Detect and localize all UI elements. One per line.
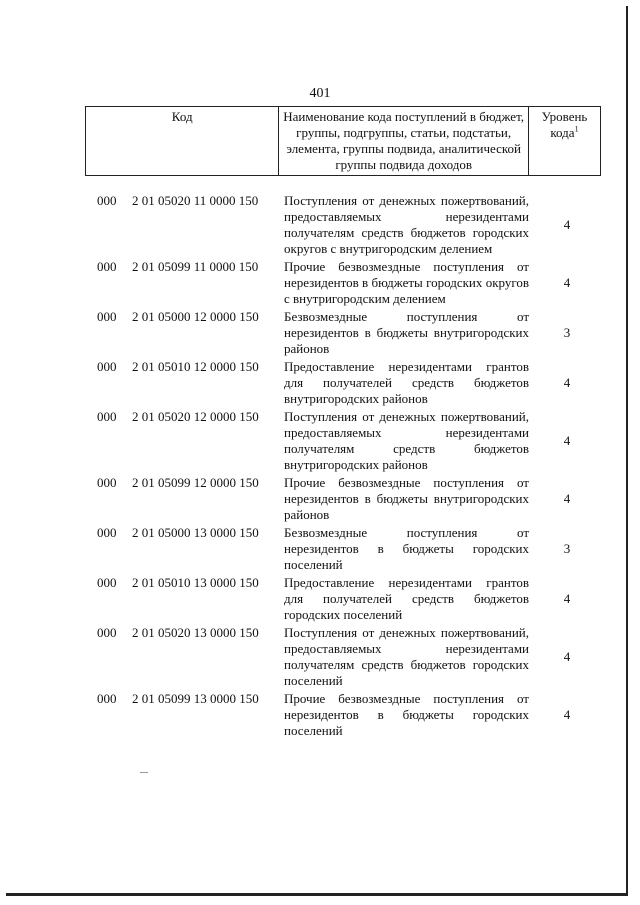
- footnote-marker: 1: [574, 124, 579, 134]
- table-row: [0, 691, 640, 739]
- header-level: [528, 107, 600, 176]
- revenue-code: 2 01 05010 12 0000 150: [132, 359, 259, 374]
- table-row: [0, 525, 640, 573]
- revenue-code: 2 01 05000 12 0000 150: [132, 309, 259, 324]
- revenue-name: Поступления от денежных пожертвований, предоставляемых нерезидентами получателям средств бюджетов городских поселений: [284, 625, 529, 688]
- admin-code: 000: [97, 193, 117, 208]
- revenue-name: Прочие безвозмездные поступления от нерезидентов в бюджеты внутригородских районов: [284, 475, 529, 522]
- revenue-name: Поступления от денежных пожертвований, предоставляемых нерезидентами получателям средств бюджетов городских округов с внутригородским делением: [284, 193, 529, 256]
- admin-code: 000: [97, 309, 117, 324]
- header-code-label: Код: [171, 109, 193, 124]
- revenue-name: Безвозмездные поступления от нерезидентов в бюджеты внутригородских районов: [284, 309, 529, 356]
- scan-mark: [140, 772, 148, 773]
- revenue-code: 2 01 05020 12 0000 150: [132, 409, 259, 424]
- code-level: 4: [563, 275, 571, 290]
- admin-code: 000: [97, 625, 117, 640]
- table-row: [0, 193, 640, 257]
- revenue-code: 2 01 05099 11 0000 150: [132, 259, 259, 274]
- admin-code: 000: [97, 409, 117, 424]
- code-level: 4: [563, 433, 571, 448]
- header-name: [279, 107, 529, 176]
- revenue-name: Предоставление нерезидентами грантов для получателей средств бюджетов внутригородских районов: [284, 359, 529, 406]
- admin-code: 000: [97, 691, 117, 706]
- code-level: 4: [563, 591, 571, 606]
- table-row: [0, 625, 640, 689]
- table-row: [0, 309, 640, 357]
- admin-code: 000: [97, 259, 117, 274]
- revenue-code: 2 01 05099 13 0000 150: [132, 691, 259, 706]
- table-row: [0, 359, 640, 407]
- code-level: 4: [563, 649, 571, 664]
- admin-code: 000: [97, 359, 117, 374]
- code-level: 4: [563, 707, 571, 722]
- code-level: 4: [563, 217, 571, 232]
- admin-code: 000: [97, 525, 117, 540]
- header-name-label: Наименование кода поступлений в бюджет, группы, подгруппы, статьи, подстатьи, элемента, группы подвида, аналитической группы подвида доходов: [283, 109, 525, 172]
- table-header: [85, 106, 601, 176]
- code-level: 4: [563, 491, 571, 506]
- revenue-name: Прочие безвозмездные поступления от нерезидентов в бюджеты городских поселений: [284, 691, 529, 738]
- header-code: [86, 107, 279, 176]
- table-row: [0, 409, 640, 473]
- page-number: 401: [309, 86, 331, 101]
- table-body: [0, 193, 640, 741]
- admin-code: 000: [97, 575, 117, 590]
- revenue-code: 2 01 05099 12 0000 150: [132, 475, 259, 490]
- code-level: 3: [563, 541, 571, 556]
- revenue-code: 2 01 05020 13 0000 150: [132, 625, 259, 640]
- table-row: [0, 259, 640, 307]
- revenue-code: 2 01 05020 11 0000 150: [132, 193, 259, 208]
- code-level: 4: [563, 375, 571, 390]
- code-level: 3: [563, 325, 571, 340]
- revenue-name: Прочие безвозмездные поступления от нерезидентов в бюджеты городских округов с внутригородским делением: [284, 259, 529, 306]
- revenue-name: Поступления от денежных пожертвований, предоставляемых нерезидентами получателям средств бюджетов внутригородских районов: [284, 409, 529, 472]
- revenue-code: 2 01 05010 13 0000 150: [132, 575, 259, 590]
- table-row: [0, 475, 640, 523]
- revenue-code: 2 01 05000 13 0000 150: [132, 525, 259, 540]
- table-row: [0, 575, 640, 623]
- revenue-name: Предоставление нерезидентами грантов для получателей средств бюджетов городских поселений: [284, 575, 529, 622]
- admin-code: 000: [97, 475, 117, 490]
- header-level-label: Уровень кода: [541, 109, 588, 140]
- revenue-name: Безвозмездные поступления от нерезидентов в бюджеты городских поселений: [284, 525, 529, 572]
